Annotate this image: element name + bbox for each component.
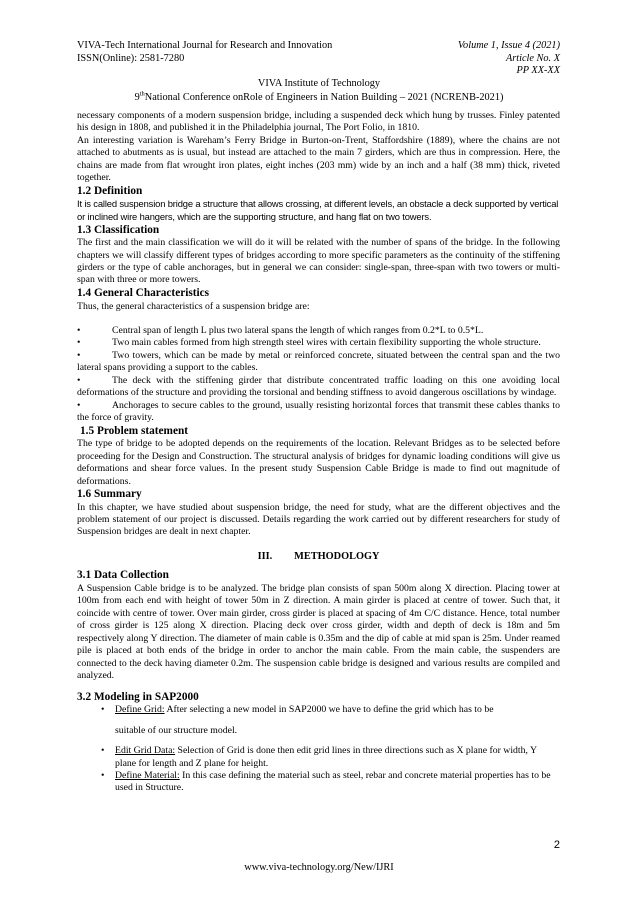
page-range: PP XX-XX — [516, 65, 560, 77]
article-number: Article No. X — [505, 52, 560, 64]
footer-url: www.viva-technology.org/New/IJRI — [244, 862, 394, 873]
list-item: • Define Grid: After selecting a new model in SAP2000 we have to define the grid which has to be suitable of our structure model. — [101, 704, 494, 736]
journal-name: VIVA-Tech International Journal for Research and Innovation — [77, 40, 333, 51]
volume-issue: Volume 1, Issue 4 (2021) — [457, 40, 560, 51]
section-heading-1-3: 1.3 Classification — [77, 223, 160, 236]
characteristics-intro: Thus, the general characteristics of a suspension bridge are: — [77, 300, 310, 312]
section-heading-1-5: 1.5 Problem statement — [80, 424, 189, 437]
modeling-steps-list — [77, 704, 560, 795]
list-item: • Central span of length L plus two lateral spans the length of which ranges from 0.2*L to 0.5*L. — [77, 324, 484, 336]
list-item: • Anchorages to secure cables to the ground, usually resisting horizontal forces that transmit these cables thanks to the force of gravity. — [77, 399, 560, 424]
list-item: • Two main cables formed from high strength steel wires with certain flexibility supporting the whole structure. — [77, 337, 541, 349]
bullet-icon: • — [101, 745, 105, 757]
list-item: • Define Material: In this case defining the material such as steel, rebar and concrete material properties has to be used in Structure. — [101, 770, 551, 794]
section-heading-3-1: 3.1 Data Collection — [77, 569, 169, 582]
intro-paragraph-1: necessary components of a modern suspension bridge, including a suspended deck which hung by trusses. Finley patented his design in 1808, and published it in the Philadelphia journal, The Port Folio, in 1810. — [77, 110, 560, 134]
classification-text: The first and the main classification we will do it will be related with the number of spans of the bridge. In the following chapters we will classify different types of bridges according to more specific parameters as the continuity of the stiffening girders or the type of cable anchorages, but in general we can consider: single-span, three-span with two towers or multi-span with three or more towers. — [77, 237, 560, 286]
data-collection-text: A Suspension Cable bridge is to be analyzed. The bridge plan consists of span 500m along X direction. Placing tower at 100m from each end with height of tower 50m in Z direction. A main girder is placed at centre of tower. Such that, it coincide with centre of tower. Over main girder, cross girder is placed at spacing of 4m C/C distance. Hence, total number of cross girder is 125 along X direction. Placing deck over cross girder, width and depth of deck is 18m and 5m respectively along Y direction. The diameter of main cable is 0.35m and the dip of cable at mid span is 25m. Under reamed pile is placed at both ends of the bridge in order to anchor the main cable. From the main cable, the suspenders are connected to the deck having diameter 0.2m. The suspension cable bridge is designed and various results are compiled and analyzed. — [77, 582, 560, 682]
bullet-icon: • — [77, 374, 81, 386]
problem-statement-text: The type of bridge to be adopted depends on the requirements of the location. Relevant Bridges as to be selected before proceeding for the Design and Construction. The structural analysis of bridges for dynamic loading conditions will give us deformations and shear force values. In the present study Suspension Cable Bridge is made to find out magnitude of deformations. — [77, 438, 560, 487]
section-heading-3: III. METHODOLOGY — [257, 550, 380, 562]
conference-title: 9thNational Conference onRole of Engineers in Nation Building – 2021 (NCRENB-2021) — [134, 90, 504, 103]
intro-paragraph-2: An interesting variation is Wareham’s Ferry Bridge in Burton-on-Trent, Staffordshire (1889), where the chains are not attached to abutments as is usual, but instead are attached to the main 7 girders, which are thus in compression. Here, the chains are made from flat wrought iron plates, eight inches (203 mm) wide by an inch and a half (38 mm) thick, riveted together. — [77, 134, 560, 184]
institute-name: VIVA Institute of Technology — [257, 78, 381, 89]
issn: ISSN(Online): 2581-7280 — [77, 52, 185, 64]
list-item: • Edit Grid Data: Selection of Grid is done then edit grid lines in three directions such as X plane for width, Y plane for length and Z plane for height. — [101, 745, 537, 769]
summary-text: In this chapter, we have studied about suspension bridge, the need for study, what are the different objectives and the problem statement of our project is discussed. Details regarding the work carried out by different researchers for study of Suspension bridges are dealt in next chapter. — [77, 501, 560, 538]
bullet-icon: • — [101, 704, 105, 716]
section-heading-1-2: 1.2 Definition — [77, 184, 143, 197]
section-heading-3-2: 3.2 Modeling in SAP2000 — [77, 690, 199, 703]
term-edit-grid-data: Edit Grid Data: — [115, 745, 176, 757]
bullet-icon: • — [77, 337, 81, 349]
term-define-material: Define Material: — [115, 770, 180, 782]
bullet-icon: • — [77, 349, 81, 361]
bullet-icon: • — [77, 324, 81, 336]
header-right — [458, 40, 560, 78]
term-define-grid: Define Grid: — [115, 704, 165, 716]
body-text — [77, 110, 560, 795]
list-item: • Two towers, which can be made by metal or reinforced concrete, situated between the central span and the two lateral spans providing a support to the cables. — [77, 349, 560, 374]
header-left — [77, 40, 332, 65]
bullet-icon: • — [101, 770, 105, 782]
list-item: • The deck with the stiffening girder that distribute concentrated traffic loading on this one avoiding local deformations of the structure and providing the torsional and bending stiffness to avoid dangerous oscillations by windage. — [77, 374, 560, 399]
page-number: 2 — [553, 839, 560, 851]
section-heading-1-4: 1.4 General Characteristics — [77, 286, 210, 299]
section-heading-1-6: 1.6 Summary — [77, 487, 142, 500]
definition-text: It is called suspension bridge a structure that allows crossing, at different levels, an obstacle a deck supported by vertical or inclined wire hangers, which are the supporting structure, and hang flat on two towers. — [77, 198, 559, 222]
bullet-icon: • — [77, 399, 81, 411]
